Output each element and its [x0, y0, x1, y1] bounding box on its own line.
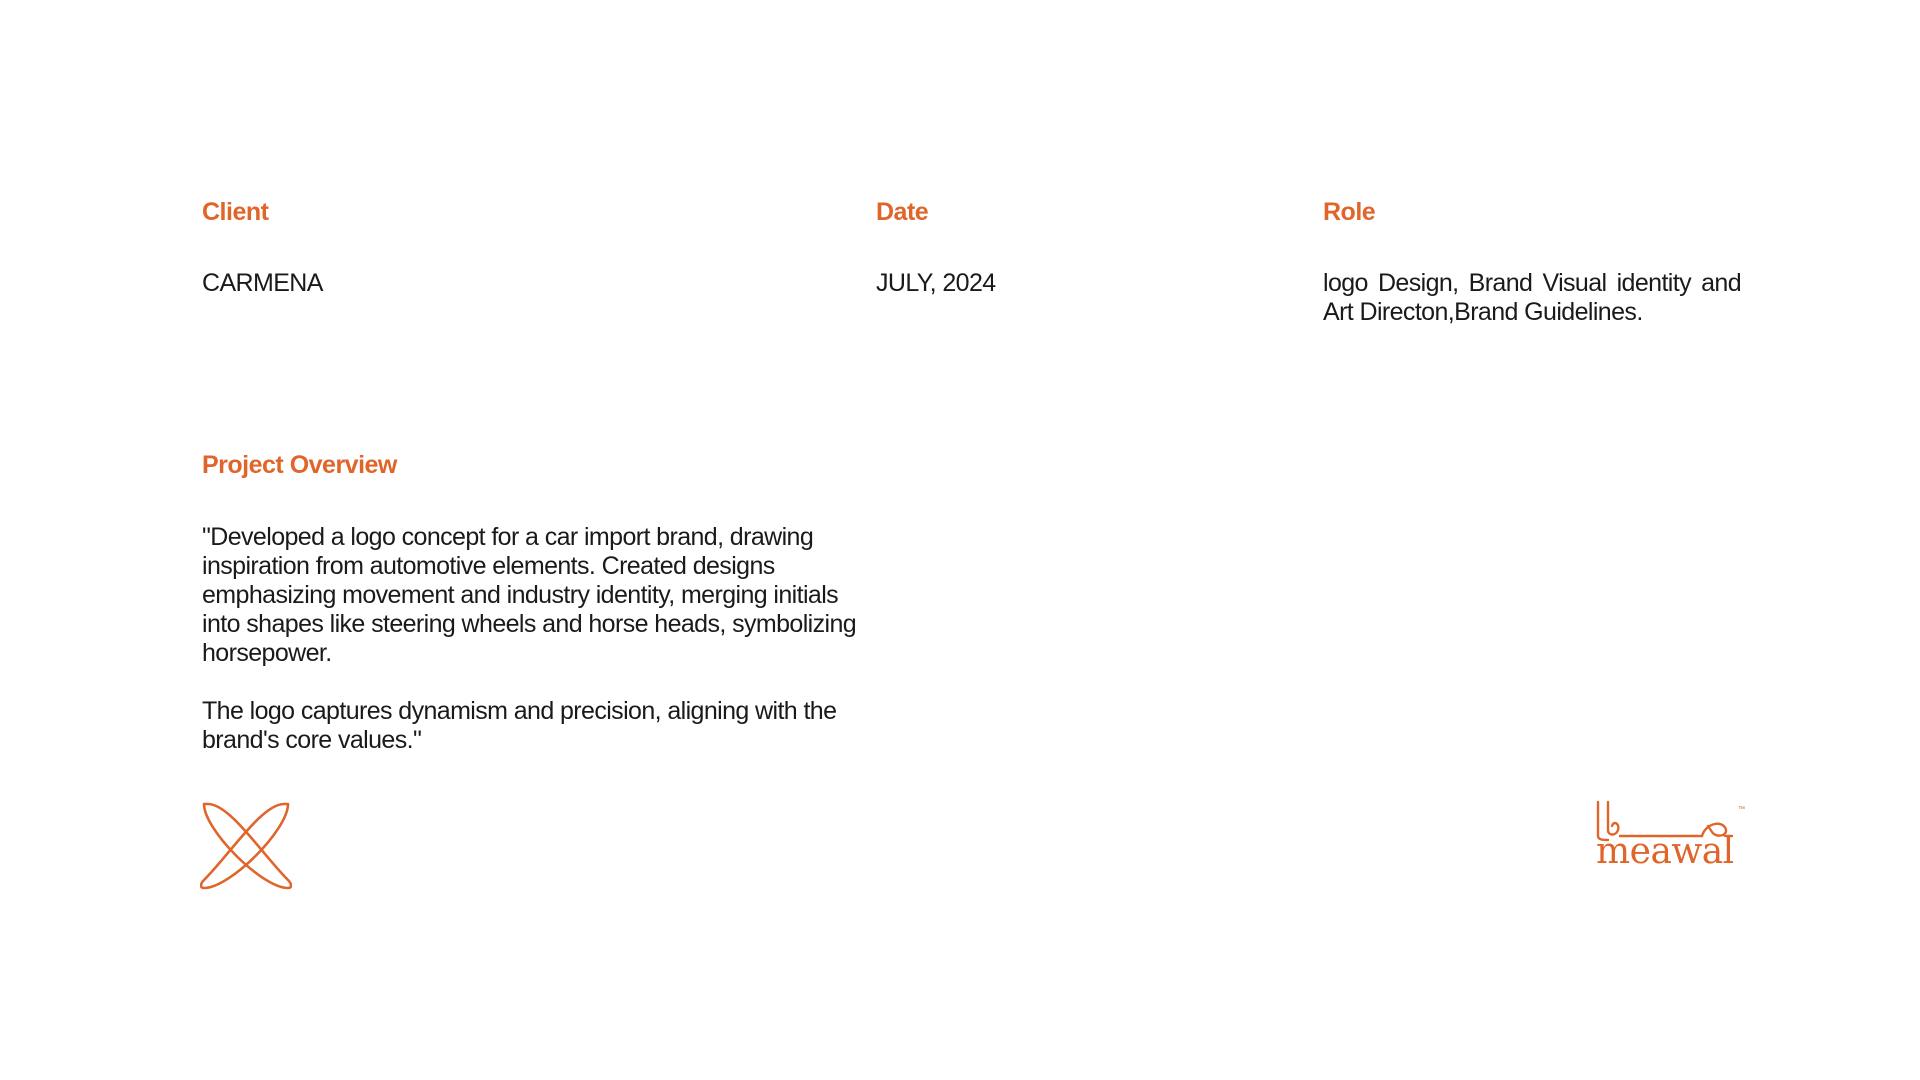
date-value: JULY, 2024: [876, 269, 996, 297]
trademark-symbol: ™: [1738, 806, 1745, 813]
meawal-logo: [1592, 800, 1744, 892]
project-overview-heading: Project Overview: [202, 451, 397, 479]
role-label: Role: [1323, 198, 1376, 226]
overview-paragraph: "Developed a logo concept for a car import brand, drawing inspiration from automotive elements. Created designs emphasizing movement and industry identity, merging initials into shapes like steering wheels and horse heads, symbolizing horsepower.: [202, 523, 857, 667]
date-label: Date: [876, 198, 929, 226]
client-value: CARMENA: [202, 269, 323, 297]
overview-paragraph: The logo captures dynamism and precision, aligning with the brand's core values.": [202, 697, 837, 754]
client-label: Client: [202, 198, 269, 226]
role-value: logo Design, Brand Visual identity and Art Directon,Brand Guidelines.: [1323, 269, 1741, 326]
meawal-wordmark: meawal: [1596, 831, 1734, 872]
carmena-logo-icon: [200, 800, 292, 892]
